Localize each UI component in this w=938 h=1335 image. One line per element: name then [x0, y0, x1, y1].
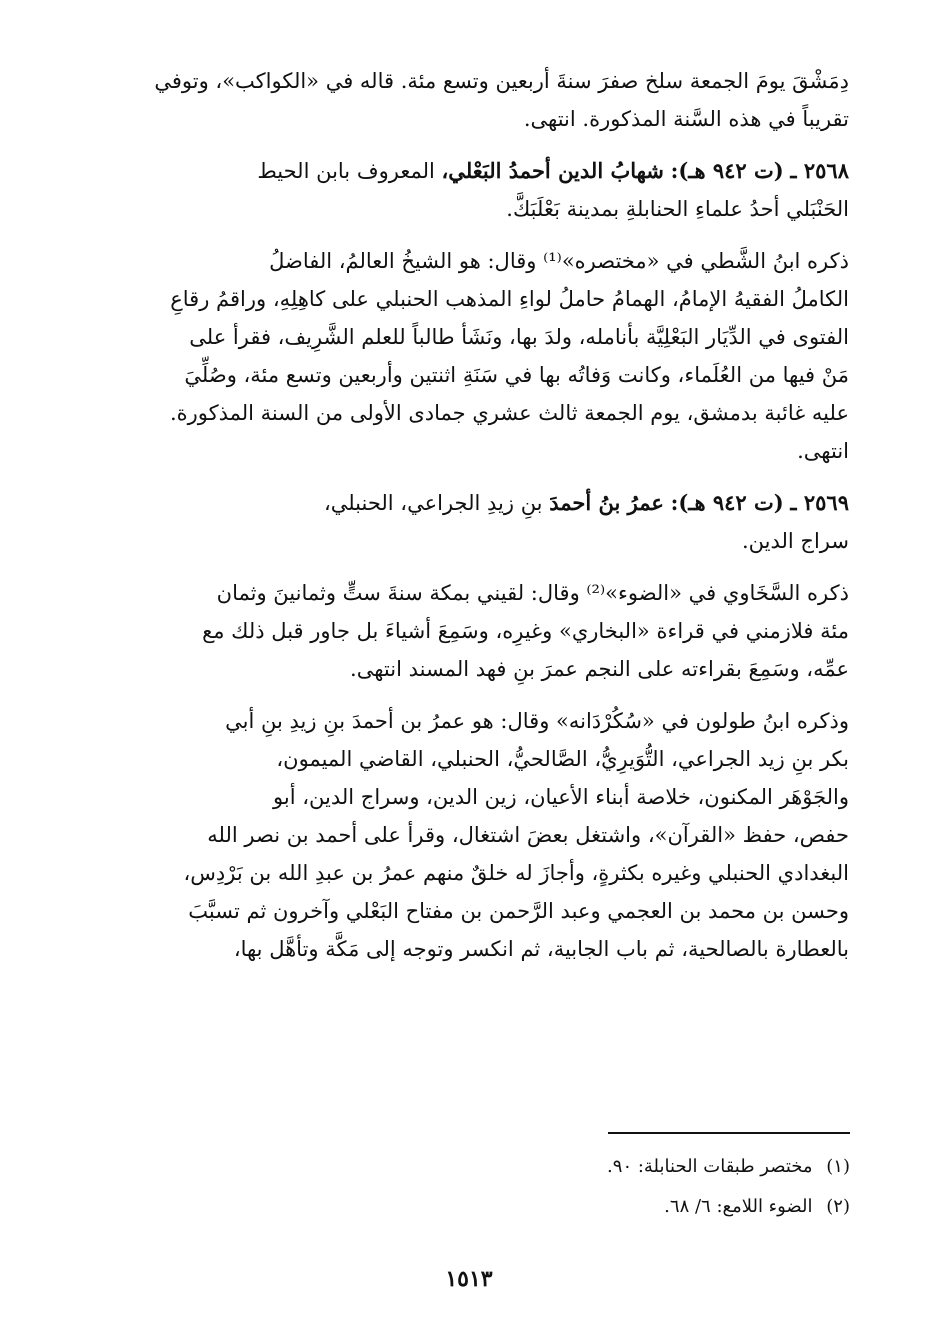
footnote-text: مختصر طبقات الحنابلة: ٩٠. [607, 1156, 813, 1177]
footnote-number: (١) [826, 1156, 850, 1177]
text-line: حفص، حفظ «القرآن»، واشتغل بعضَ اشتغال، وقرأ على أحمد بن نصر الله [207, 823, 849, 847]
text-line: الحَنْبَلي أحدُ علماءِ الحنابلةِ بمدينة بَعْلَبَكَّ. [506, 197, 849, 221]
entry-number: ٢٥٦٨ ـ [790, 158, 849, 183]
entry-2568-paragraph [105, 242, 849, 470]
entry-2569-paragraph-a [105, 574, 849, 688]
footnote [106, 1147, 850, 1187]
entry-description: بنِ زيدِ الجراعي، الحنبلي، [323, 491, 543, 515]
entry-description: المعروف بابن الحيط [257, 159, 435, 183]
entry-2568-heading [105, 152, 849, 228]
intro-paragraph [105, 62, 849, 138]
text-line: مئة فلازمني في قراءة «البخاري» وغيرِه، وسَمِعَ أشياءَ بل جاور قبل ذلك مع [202, 619, 849, 643]
text-line: عمِّه، وسَمِعَ بقراءته على النجم عمرَ بنِ فهد المسند انتهى. [350, 657, 849, 681]
death-date: (ت ٩٤٢ هـ): [670, 158, 784, 183]
text-line: ذكره السَّخَاوي في «الضوء»⁽²⁾ وقال: لقيني بمكة سنةَ ستٍّ وثمانينَ وثمان [216, 581, 849, 605]
text-line: عليه غائبة بدمشق، يوم الجمعة ثالث عشري جمادى الأولى من السنة المذكورة. [169, 401, 849, 425]
text-line: والجَوْهَر المكنون، خلاصة أبناء الأعيان، زين الدين، وسراج الدين، أبو [273, 785, 849, 809]
page-body [105, 62, 849, 968]
footnote-text: الضوء اللامع: ٦/ ٦٨. [664, 1196, 813, 1217]
death-date: (ت ٩٤٢ هـ): [670, 490, 784, 515]
entry-name: عمرُ بنُ أحمدَ [549, 490, 664, 515]
text-line: انتهى. [797, 439, 849, 463]
text-line: بكر بنِ زيد الجراعي، التُّوَيرِيُّ، الصَّالحيُّ، الحنبلي، القاضي الميمون، [276, 747, 849, 771]
text-line: وذكره ابنُ طولون في «سُكُرْدَانه» وقال: هو عمرُ بن أحمدَ بنِ زيدِ بنِ أبي [225, 709, 849, 733]
text-line: ذكره ابنُ الشَّطي في «مختصره»⁽¹⁾ وقال: هو الشيخُ العالمُ، الفاضلُ [269, 249, 849, 273]
entry-2569-paragraph-b [105, 702, 849, 968]
text-line: الفتوى في الدِّيَار البَعْلِيَّة بأنامله، ولدَ بها، ونَشَأ طالباً للعلم الشَّرِيف، فقرأ على [189, 325, 849, 349]
text-line: تقريباً في هذه السَّنة المذكورة. انتهى. [523, 107, 849, 131]
text-line: سراج الدين. [741, 529, 849, 553]
footnote [106, 1187, 850, 1227]
text-line: بالعطارة بالصالحية، ثم باب الجابية، ثم انكسر وتوجه إلى مَكَّة وتأهَّل بها، [233, 937, 849, 961]
footnote-divider [608, 1132, 850, 1134]
text-line: البغدادي الحنبلي وغيره بكثرةٍ، وأجازَ له خلقٌ منهم عمرُ بن عبدِ الله بن بَرْدِس، [183, 861, 849, 885]
text-line: الكاملُ الفقيهُ الإمامُ، الهمامُ حاملُ لواءِ المذهب الحنبلي على كاهِلِهِ، وراقمُ رقاعِ [170, 287, 849, 311]
entry-name: شهابُ الدين أحمدُ البَعْلي، [441, 158, 664, 183]
footnote-number: (٢) [826, 1196, 850, 1217]
text-line: مَنْ فيها من العُلَماء، وكانت وَفاتُه بها في سَنَةِ اثنتين وأربعين وتسع مئة، وصُلِّيَ [184, 363, 849, 387]
entry-number: ٢٥٦٩ ـ [790, 490, 849, 515]
page-number: ١٥١٣ [445, 1266, 493, 1292]
text-line: وحسن بن محمد بن العجمي وعبد الرَّحمن بن مفتاح البَعْلي وآخرون ثم تسبَّبَ [188, 899, 849, 923]
footnotes [106, 1147, 850, 1227]
text-line: دِمَشْقَ يومَ الجمعة سلخ صفرَ سنةَ أربعين وتسع مئة. قاله في «الكواكب»، وتوفي [154, 69, 849, 93]
entry-2569-heading [105, 484, 849, 560]
